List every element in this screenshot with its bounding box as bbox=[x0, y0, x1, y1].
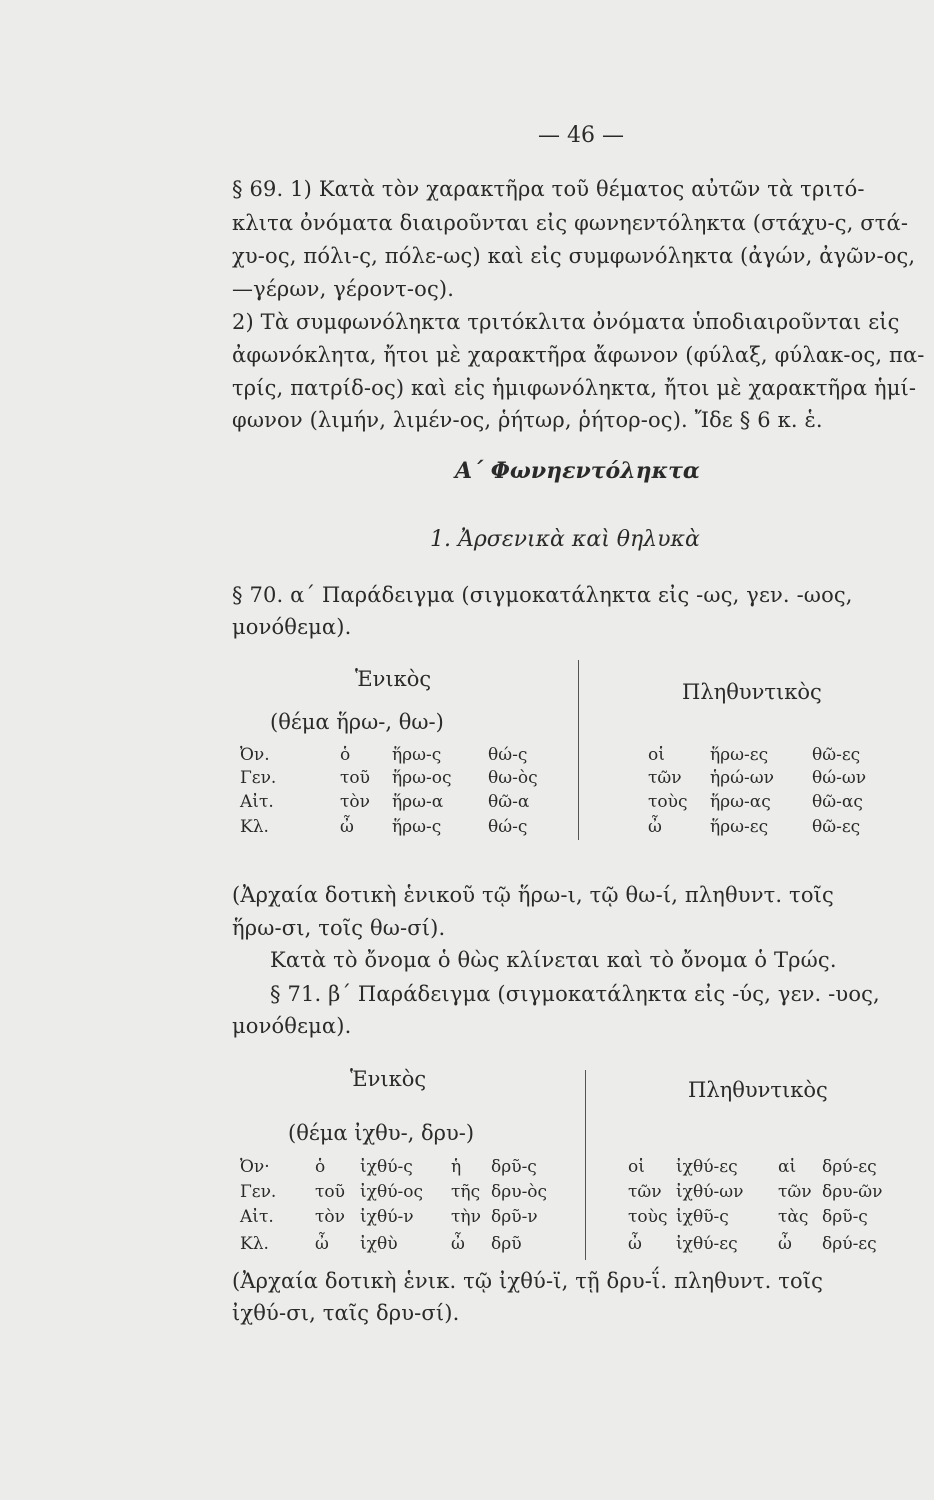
table1-cell: οἱ bbox=[648, 745, 665, 765]
text-line: § 71. β΄ Παράδειγμα (σιγμοκατάληκτα εἰς -ύς, γεν. -υος, bbox=[270, 982, 880, 1006]
table1-cell: θῶ-ες bbox=[812, 817, 861, 837]
table2-cell: τὴν bbox=[451, 1207, 481, 1227]
table2-cell: δρῦ-ν bbox=[491, 1207, 538, 1227]
table2-stem: (θέμα ἰχθυ-, δρυ-) bbox=[288, 1121, 475, 1145]
table2-cell: δρύ-ες bbox=[822, 1234, 877, 1254]
text-line: (Ἀρχαία δοτικὴ ἑνικ. τῷ ἰχθύ-ϊ, τῇ δρυ-ΐ. πληθυντ. τοῖς bbox=[232, 1269, 824, 1293]
text-line: (Ἀρχαία δοτικὴ ἑνικοῦ τῷ ἥρω-ι, τῷ θω-ί, πληθυντ. τοῖς bbox=[232, 883, 834, 907]
table1-plural-header: Πληθυντικὸς bbox=[682, 680, 822, 704]
text-line: § 70. α΄ Παράδειγμα (σιγμοκατάληκτα εἰς -ως, γεν. -ωος, bbox=[232, 583, 853, 607]
table1-cell: ἥρω-ς bbox=[392, 817, 442, 837]
table2-cell: ἰχθῦ-ς bbox=[676, 1207, 729, 1227]
table2-cell: τὰς bbox=[778, 1207, 809, 1227]
text-line: μονόθεμα). bbox=[232, 1014, 352, 1038]
table1-cell: Γεν. bbox=[240, 768, 277, 788]
table1-cell: θώ-ς bbox=[488, 745, 528, 765]
table2-cell: δρῦ-ς bbox=[491, 1157, 537, 1177]
table1-cell: τῶν bbox=[648, 768, 682, 788]
table2-cell: Ὀν· bbox=[240, 1157, 270, 1177]
table1-cell: ὦ bbox=[340, 817, 354, 837]
sub-heading: 1. Ἀρσενικὰ καὶ θηλυκὰ bbox=[430, 527, 700, 552]
table1-cell: τοῦ bbox=[340, 768, 370, 788]
table2-cell: τῶν bbox=[628, 1182, 662, 1202]
table1-cell: θῶ-ας bbox=[812, 792, 863, 812]
table2-divider bbox=[585, 1070, 586, 1260]
table1-cell: θω-ὸς bbox=[488, 768, 538, 788]
text-line: Κατὰ τὸ ὄνομα ὁ θὼς κλίνεται καὶ τὸ ὄνομα ὁ Τρώς. bbox=[270, 948, 837, 972]
table2-cell: ἰχθύ-ες bbox=[676, 1157, 738, 1177]
table2-cell: Αἰτ. bbox=[240, 1207, 274, 1227]
table2-cell: δρύ-ες bbox=[822, 1157, 877, 1177]
table2-cell: τὸν bbox=[315, 1207, 345, 1227]
table2-cell: οἱ bbox=[628, 1157, 645, 1177]
table2-cell: τῆς bbox=[451, 1182, 481, 1202]
text-line: τρίς, πατρίδ-ος) καὶ εἰς ἡμιφωνόληκτα, ἤτοι μὲ χαρακτῆρα ἡμί- bbox=[232, 376, 917, 400]
text-line: χυ-ος, πόλι-ς, πόλε-ως) καὶ εἰς συμφωνόληκτα (ἀγών, ἀγῶν-ος, bbox=[232, 244, 916, 268]
table1-cell: θῶ-α bbox=[488, 792, 530, 812]
table1-cell: ἥρω-ας bbox=[710, 792, 771, 812]
table1-cell: Κλ. bbox=[240, 817, 269, 837]
table2-cell: ἰχθύ-ος bbox=[360, 1182, 424, 1202]
table2-cell: Γεν. bbox=[240, 1182, 277, 1202]
text-line: 2) Τὰ συμφωνόληκτα τριτόκλιτα ὀνόματα ὑποδιαιροῦνται εἰς bbox=[232, 310, 900, 334]
table2-cell: ὁ bbox=[315, 1157, 326, 1177]
table1-cell: θώ-ων bbox=[812, 768, 867, 788]
text-line: —γέρων, γέροντ-ος). bbox=[232, 277, 455, 301]
table2-cell: ὦ bbox=[315, 1234, 329, 1254]
table1-cell: θῶ-ες bbox=[812, 745, 861, 765]
table1-cell: ἡρώ-ων bbox=[710, 768, 774, 788]
table2-cell: ἰχθύ-ες bbox=[676, 1234, 738, 1254]
table1-singular-header: Ἑνικὸς bbox=[355, 667, 432, 691]
table1-divider bbox=[578, 660, 579, 840]
table1-cell: Αἰτ. bbox=[240, 792, 274, 812]
table1-cell: θώ-ς bbox=[488, 817, 528, 837]
table1-cell: ὁ bbox=[340, 745, 351, 765]
text-line: ἀφωνόκλητα, ἤτοι μὲ χαρακτῆρα ἄφωνον (φύλαξ, φύλακ-ος, πα- bbox=[232, 343, 925, 367]
table2-cell: ἰχθὺ bbox=[360, 1234, 398, 1254]
text-line: κλιτα ὀνόματα διαιροῦνται εἰς φωνηεντόληκτα (στάχυ-ς, στά- bbox=[232, 211, 909, 235]
table2-plural-header: Πληθυντικὸς bbox=[688, 1078, 828, 1102]
table1-cell: ἥρω-α bbox=[392, 792, 444, 812]
table2-cell: Κλ. bbox=[240, 1234, 269, 1254]
text-line: φωνον (λιμήν, λιμέν-ος, ῥήτωρ, ῥήτορ-ος). Ἴδε § 6 κ. ἑ. bbox=[232, 408, 823, 432]
table1-stem: (θέμα ἥρω-, θω-) bbox=[270, 710, 444, 734]
table1-cell: τοὺς bbox=[648, 792, 688, 812]
table1-cell: ἥρω-ος bbox=[392, 768, 452, 788]
table2-cell: ἰχθύ-ν bbox=[360, 1207, 414, 1227]
table2-cell: δρῦ bbox=[491, 1234, 522, 1254]
table2-cell: ὦ bbox=[628, 1234, 642, 1254]
table2-singular-header: Ἑνικὸς bbox=[350, 1067, 427, 1091]
table2-cell: τοῦ bbox=[315, 1182, 345, 1202]
table1-cell: ἥρω-ες bbox=[710, 817, 769, 837]
table2-cell: δρῦ-ς bbox=[822, 1207, 868, 1227]
table2-cell: ἡ bbox=[451, 1157, 462, 1177]
table1-cell: Ὀν. bbox=[240, 745, 270, 765]
table2-cell: ὦ bbox=[778, 1234, 792, 1254]
table1-cell: τὸν bbox=[340, 792, 370, 812]
page-number: — 46 — bbox=[538, 123, 624, 148]
section-heading: Α΄ Φωνηεντόληκτα bbox=[455, 458, 700, 484]
table2-cell: ὦ bbox=[451, 1234, 465, 1254]
table2-cell: ἰχθύ-ων bbox=[676, 1182, 744, 1202]
table1-cell: ἥρω-ες bbox=[710, 745, 769, 765]
table1-cell: ὦ bbox=[648, 817, 662, 837]
table2-cell: ἰχθύ-ς bbox=[360, 1157, 413, 1177]
table2-cell: τῶν bbox=[778, 1182, 812, 1202]
table2-cell: αἱ bbox=[778, 1157, 797, 1177]
text-line: § 69. 1) Κατὰ τὸν χαρακτῆρα τοῦ θέματος αὐτῶν τὰ τριτό- bbox=[232, 177, 865, 201]
text-line: μονόθεμα). bbox=[232, 615, 352, 639]
table1-cell: ἥρω-ς bbox=[392, 745, 442, 765]
text-line: ἰχθύ-σι, ταῖς δρυ-σί). bbox=[232, 1301, 460, 1325]
text-line: ἥρω-σι, τοῖς θω-σί). bbox=[232, 916, 446, 940]
table2-cell: δρυ-ὸς bbox=[491, 1182, 548, 1202]
table2-cell: δρυ-ῶν bbox=[822, 1182, 883, 1202]
table2-cell: τοὺς bbox=[628, 1207, 668, 1227]
